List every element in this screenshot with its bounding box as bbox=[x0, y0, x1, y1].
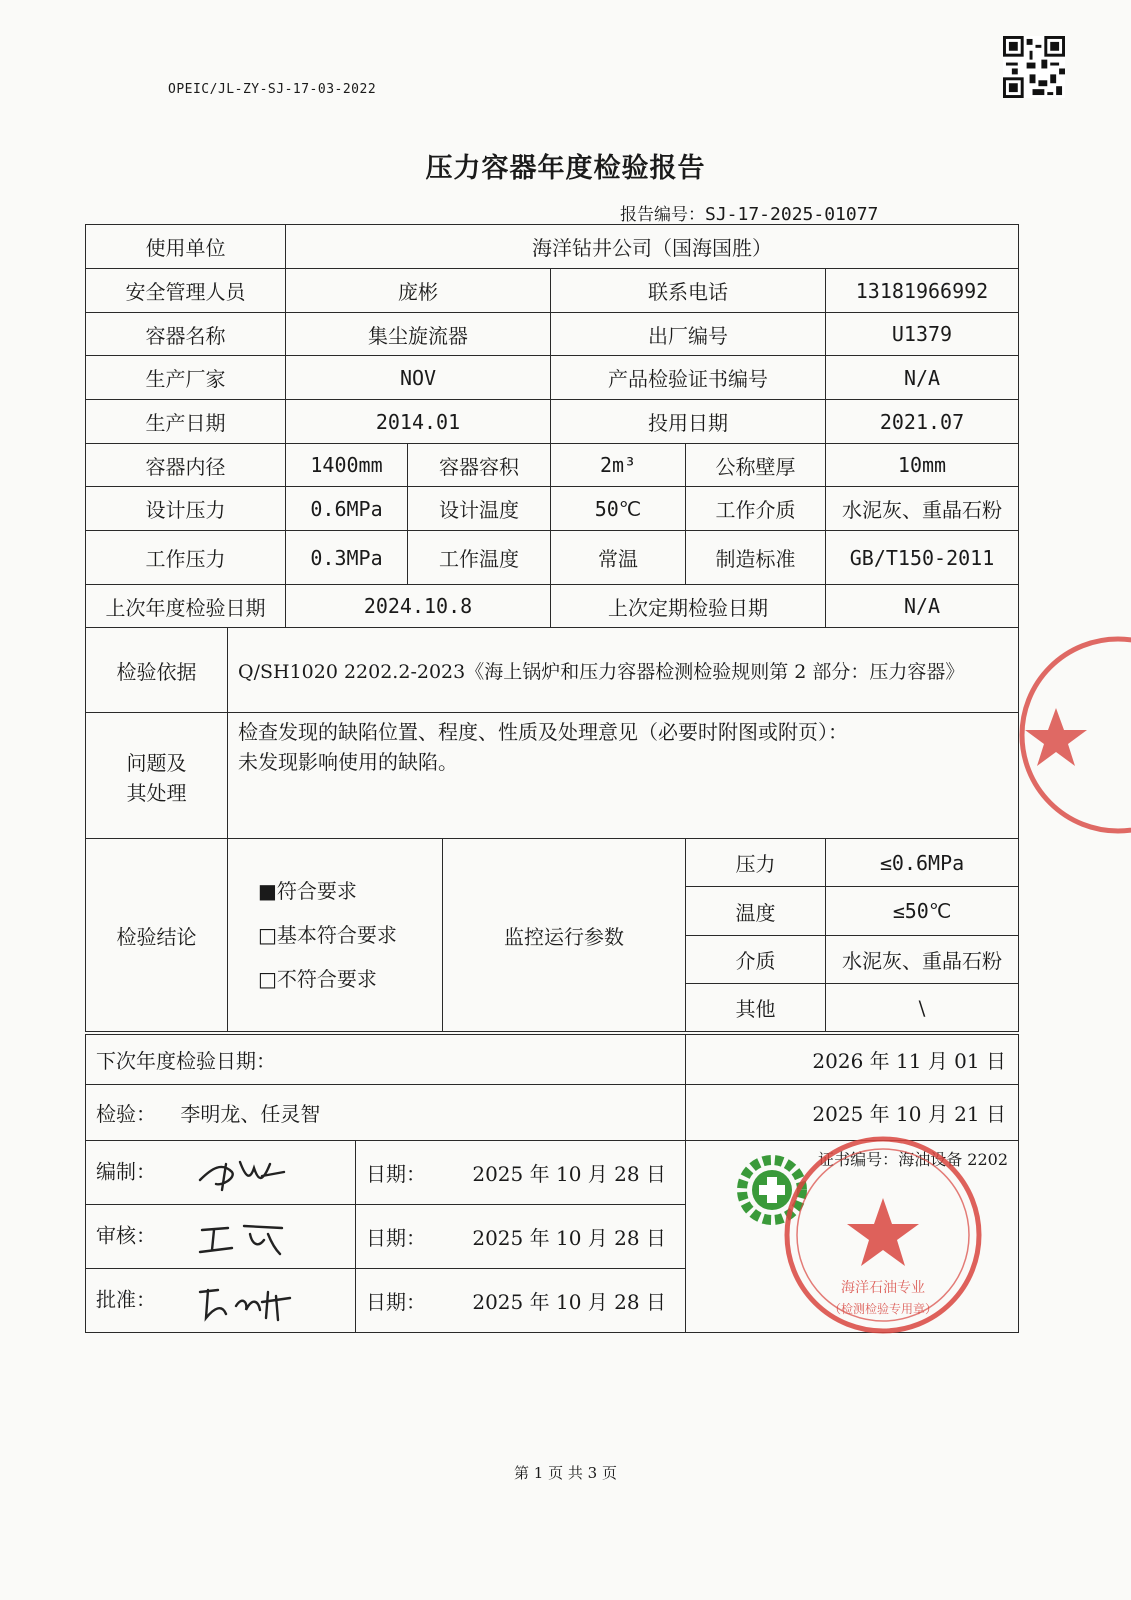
cert-no-value: N/A bbox=[826, 356, 1019, 400]
monitor-medium-value: 水泥灰、重晶石粉 bbox=[826, 936, 1019, 984]
phone-value: 13181966992 bbox=[826, 269, 1019, 313]
conclusion-table bbox=[85, 627, 1019, 1032]
qr-code bbox=[1003, 36, 1065, 98]
compile-date-label: 日期： bbox=[366, 1162, 426, 1186]
inspection-date: 2025 年 10 月 21 日 bbox=[686, 1085, 1019, 1141]
conclusion-label: 检验结论 bbox=[86, 839, 228, 1032]
cert-label: 证书编号： bbox=[818, 1150, 899, 1169]
monitor-pressure-value: ≤0.6MPa bbox=[826, 839, 1019, 887]
work-pressure-value: 0.3MPa bbox=[286, 531, 408, 585]
review-date: 2025 年 10 月 28 日 bbox=[472, 1226, 666, 1250]
compile-date-cell bbox=[356, 1141, 686, 1205]
vessel-name-label: 容器名称 bbox=[86, 313, 286, 356]
monitor-params-label: 监控运行参数 bbox=[443, 839, 686, 1032]
inner-diameter-label: 容器内径 bbox=[86, 444, 286, 487]
production-date-value: 2014.01 bbox=[286, 400, 551, 444]
compile-date: 2025 年 10 月 28 日 bbox=[472, 1162, 666, 1186]
serial-no-value: U1379 bbox=[826, 313, 1019, 356]
inspectors bbox=[86, 1085, 686, 1141]
design-temp-value: 50℃ bbox=[551, 487, 686, 531]
manufacturer-label: 生产厂家 bbox=[86, 356, 286, 400]
report-title: 压力容器年度检验报告 bbox=[425, 153, 706, 184]
design-temp-label: 设计温度 bbox=[408, 487, 551, 531]
compiler-signature bbox=[192, 1150, 292, 1196]
compile-label: 编制： bbox=[96, 1159, 156, 1183]
seal-center-text: 海洋石油专业 bbox=[841, 1280, 925, 1296]
review-row bbox=[86, 1205, 356, 1269]
commission-date-label: 投用日期 bbox=[551, 400, 826, 444]
conclusion-options bbox=[228, 839, 443, 1032]
wall-thickness-value: 10mm bbox=[826, 444, 1019, 487]
last-annual-value: 2024.10.8 bbox=[286, 585, 551, 628]
approve-date-label: 日期： bbox=[366, 1290, 426, 1314]
approve-date: 2025 年 10 月 28 日 bbox=[472, 1290, 666, 1314]
report-number-label: 报告编号： bbox=[620, 205, 705, 225]
monitor-other-value: \ bbox=[826, 984, 1019, 1032]
approve-row bbox=[86, 1269, 356, 1333]
phone-label: 联系电话 bbox=[551, 269, 826, 313]
review-date-label: 日期： bbox=[366, 1226, 426, 1250]
issues-label-line2: 其处理 bbox=[126, 780, 187, 805]
serial-no-label: 出厂编号 bbox=[551, 313, 826, 356]
report-number-value: SJ-17-2025-01077 bbox=[705, 204, 879, 225]
issues-label-line1: 问题及 bbox=[126, 750, 187, 775]
issues-line2: 未发现影响使用的缺陷。 bbox=[238, 750, 458, 774]
page-indicator: 第 1 页 共 3 页 bbox=[514, 1464, 617, 1482]
issues-line1: 检查发现的缺陷位置、程度、性质及处理意见（必要时附图或附页）： bbox=[238, 720, 848, 744]
approve-label: 批准： bbox=[96, 1287, 156, 1311]
monitor-pressure-label: 压力 bbox=[686, 839, 826, 887]
standard-label: 制造标准 bbox=[686, 531, 826, 585]
report-number bbox=[620, 200, 878, 225]
user-unit-label: 使用单位 bbox=[86, 225, 286, 269]
work-temp-label: 工作温度 bbox=[408, 531, 551, 585]
safety-manager-label: 安全管理人员 bbox=[86, 269, 286, 313]
company-logo-icon bbox=[732, 1150, 812, 1230]
design-pressure-value: 0.6MPa bbox=[286, 487, 408, 531]
last-periodic-value: N/A bbox=[826, 585, 1019, 628]
monitor-temp-value: ≤50℃ bbox=[826, 887, 1019, 936]
next-inspection-label: 下次年度检验日期： bbox=[86, 1035, 686, 1085]
work-pressure-label: 工作压力 bbox=[86, 531, 286, 585]
issues-label bbox=[86, 713, 228, 839]
previous-inspection-table bbox=[85, 584, 1019, 628]
last-periodic-label: 上次定期检验日期 bbox=[551, 585, 826, 628]
option-does-not-meet: □不符合要求 bbox=[258, 967, 377, 991]
inspector-names: 李明龙、任灵智 bbox=[180, 1102, 321, 1126]
basis-label: 检验依据 bbox=[86, 628, 228, 713]
volume-label: 容器容积 bbox=[408, 444, 551, 487]
partial-seal bbox=[1018, 630, 1131, 840]
vessel-name-value: 集尘旋流器 bbox=[286, 313, 551, 356]
monitor-temp-label: 温度 bbox=[686, 887, 826, 936]
standard-value: GB/T150-2011 bbox=[826, 531, 1019, 585]
next-inspection-date: 2026 年 11 月 01 日 bbox=[686, 1035, 1019, 1085]
basis-text: Q/SH1020 2202.2-2023《海上锅炉和压力容器检测检验规则第 2 部分：压力容器》 bbox=[228, 628, 1019, 713]
approve-date-cell bbox=[356, 1269, 686, 1333]
option-basically-meets: □基本符合要求 bbox=[258, 923, 397, 947]
review-date-cell bbox=[356, 1205, 686, 1269]
option-meets-requirements: ■符合要求 bbox=[258, 879, 357, 903]
inner-diameter-value: 1400mm bbox=[286, 444, 408, 487]
commission-date-value: 2021.07 bbox=[826, 400, 1019, 444]
work-temp-value: 常温 bbox=[551, 531, 686, 585]
info-table bbox=[85, 224, 1019, 444]
monitor-other-label: 其他 bbox=[686, 984, 826, 1032]
last-annual-label: 上次年度检验日期 bbox=[86, 585, 286, 628]
compile-row bbox=[86, 1141, 356, 1205]
user-unit-value: 海洋钻井公司（国海国胜） bbox=[286, 225, 1019, 269]
cert-no-label: 产品检验证书编号 bbox=[551, 356, 826, 400]
medium-label: 工作介质 bbox=[686, 487, 826, 531]
production-date-label: 生产日期 bbox=[86, 400, 286, 444]
manufacturer-value: NOV bbox=[286, 356, 551, 400]
document-code: OPEIC/JL-ZY-SJ-17-03-2022 bbox=[168, 82, 377, 97]
signoff-table bbox=[85, 1034, 1019, 1333]
reviewer-signature bbox=[192, 1214, 292, 1260]
safety-manager-value: 庞彬 bbox=[286, 269, 551, 313]
volume-value: 2m³ bbox=[551, 444, 686, 487]
design-pressure-label: 设计压力 bbox=[86, 487, 286, 531]
seal-bottom-text: （检测检验专用章） bbox=[828, 1302, 938, 1316]
monitor-medium-label: 介质 bbox=[686, 936, 826, 984]
inspection-label: 检验： bbox=[96, 1102, 156, 1126]
medium-value: 水泥灰、重晶石粉 bbox=[826, 487, 1019, 531]
review-label: 审核： bbox=[96, 1223, 156, 1247]
issues-text bbox=[228, 713, 1019, 839]
wall-thickness-label: 公称壁厚 bbox=[686, 444, 826, 487]
parameter-table bbox=[85, 443, 1019, 585]
approver-signature bbox=[192, 1278, 302, 1324]
cert-number: 海油设备 2202 bbox=[898, 1150, 1008, 1169]
